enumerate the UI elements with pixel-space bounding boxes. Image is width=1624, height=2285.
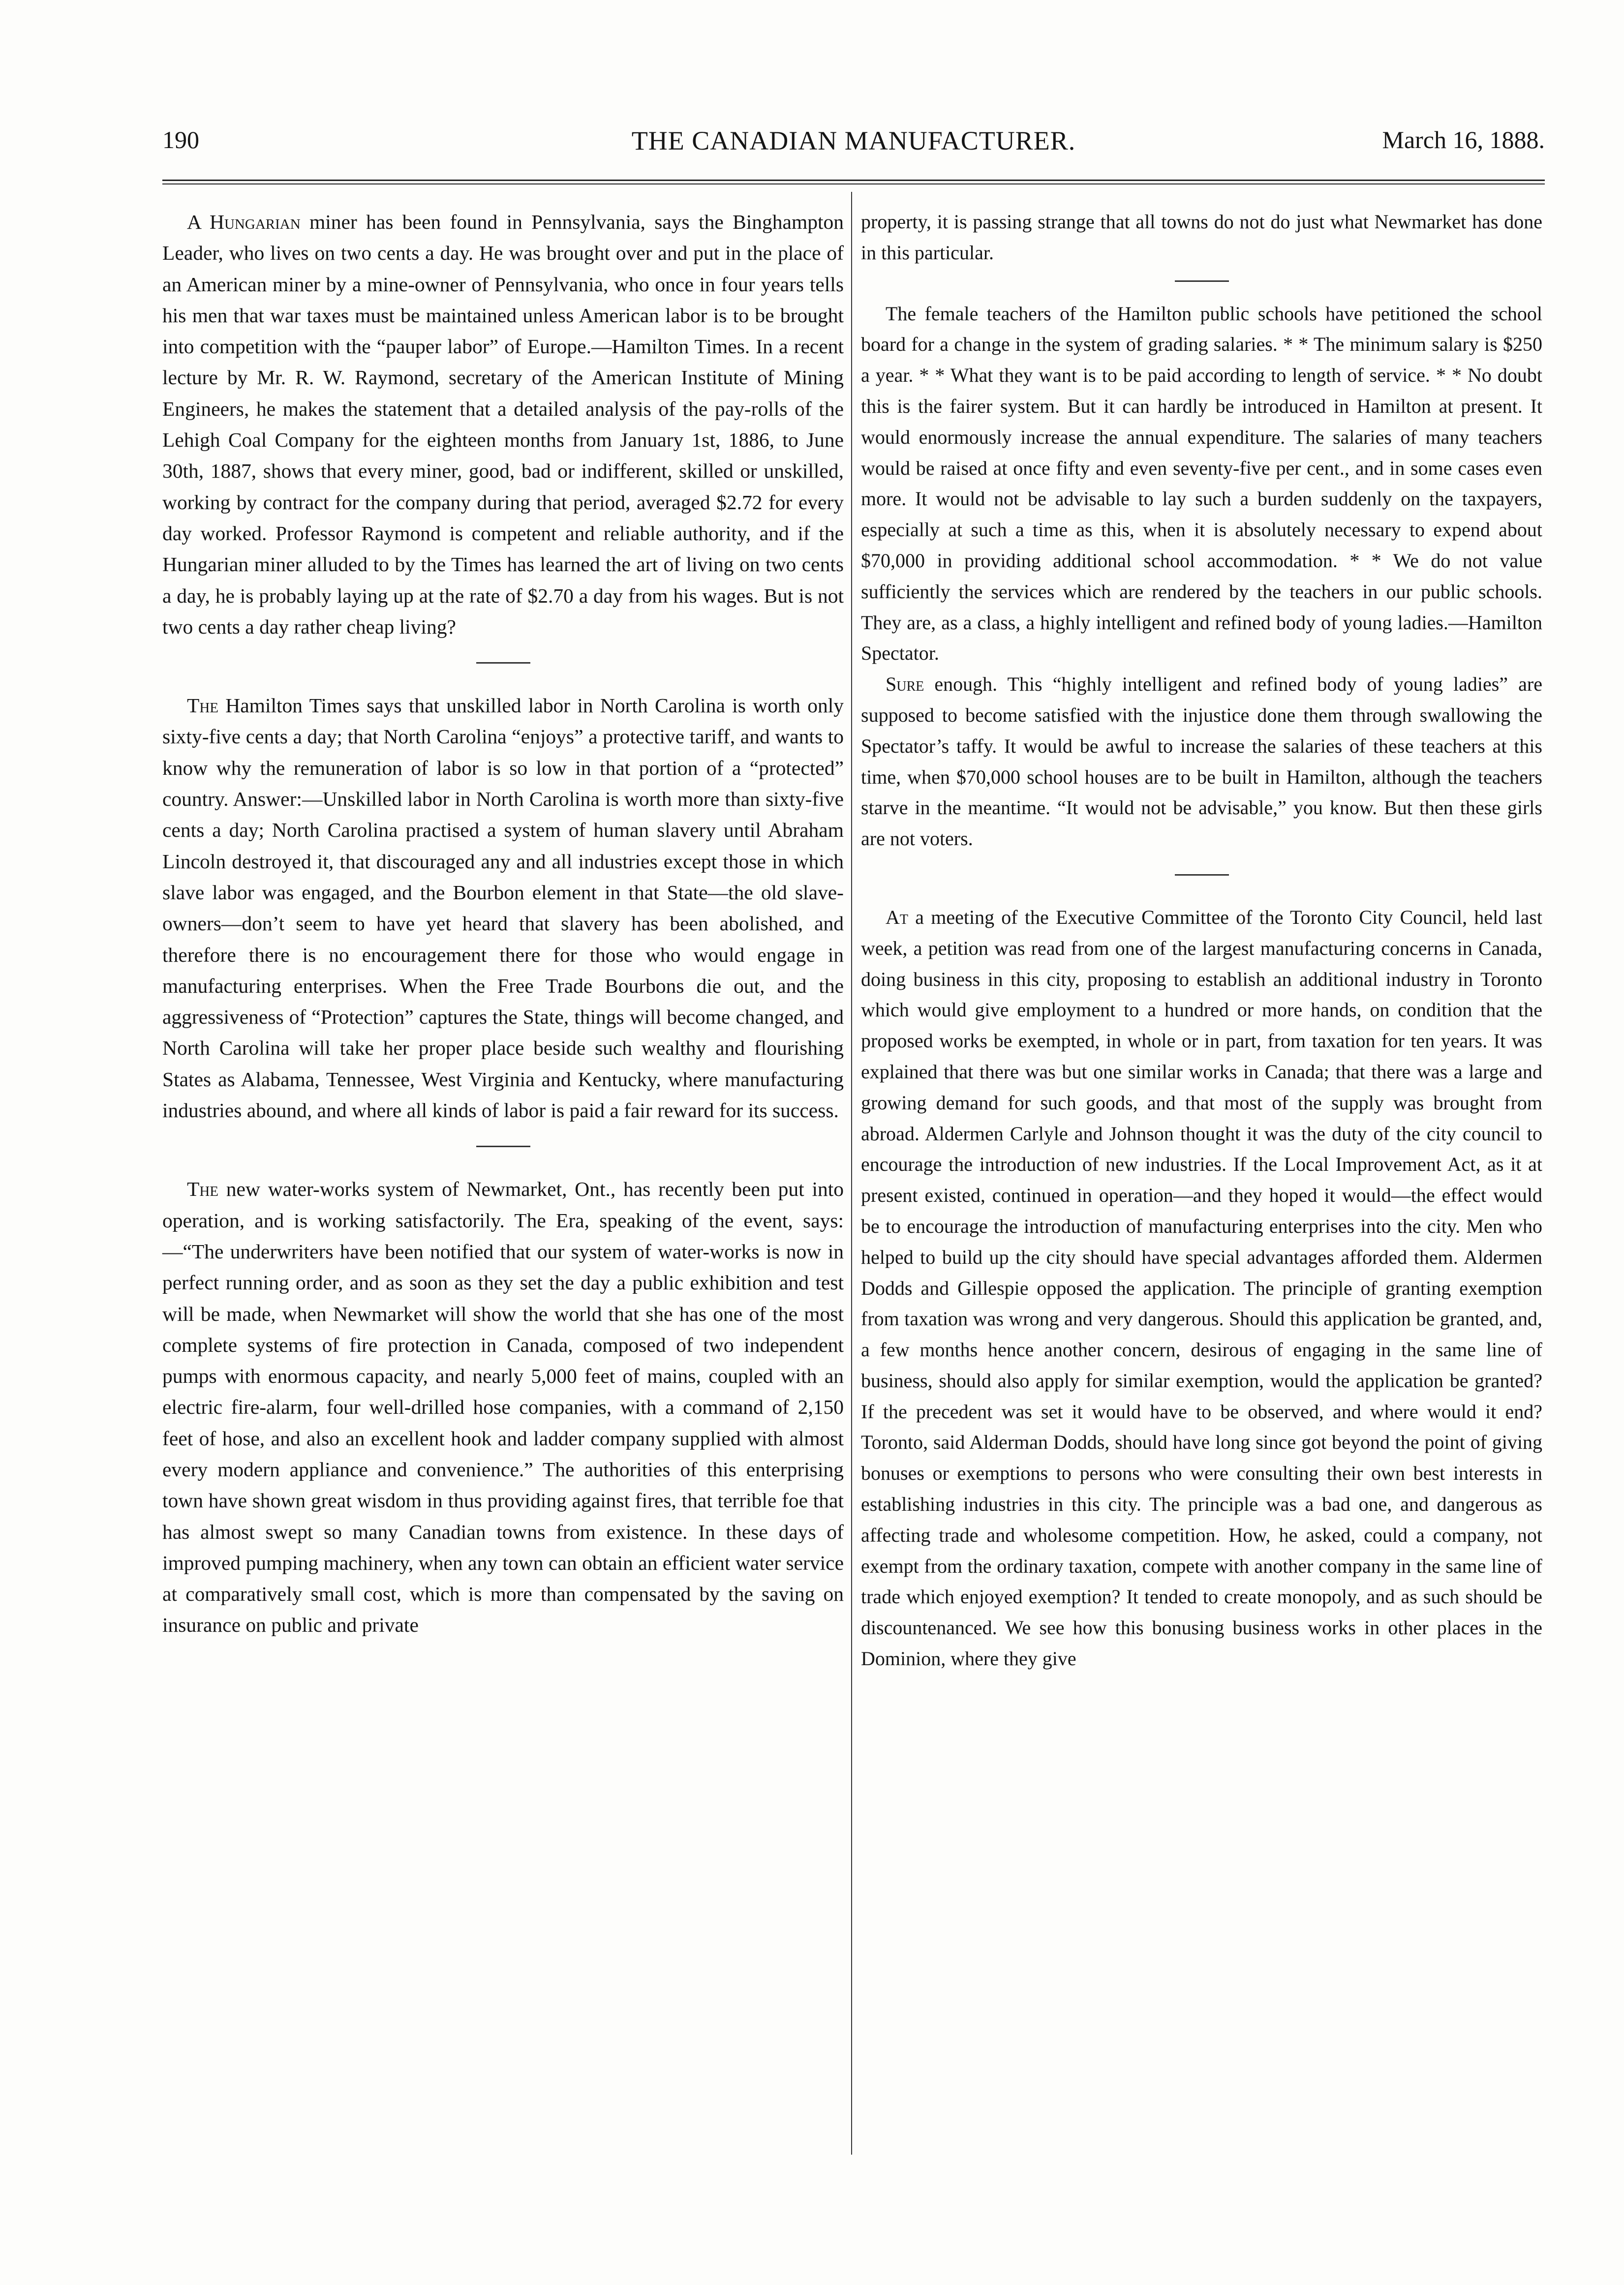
article-lead: The — [187, 694, 219, 717]
article-body: miner has been found in Pennsylvania, says the Binghampton Leader, who lives on two cents a day. He was brought over and put in the place of an American miner by a mine-owner of Pennsylvania, who once in four years tells his men that war taxes must be maintained unless American labor is to be brought into competition with the “pauper labor” of Europe.—Hamilton Times. In a recent lecture by Mr. R. W. Raymond, secretary of the American Institute of Mining Engineers, he makes the statement that a detailed analysis of the pay-rolls of the Lehigh Coal Company for the eighteen months from January 1st, 1886, to June 30th, 1887, shows that every miner, good, bad or indifferent, skilled or unskilled, working by contract for the company during that period, averaged $2.72 for every day worked. Professor Raymond is competent and reliable authority, and if the Hungarian miner alluded to by the Times has learned the art of living on two cents a day, he is probably laying up at the rate of $2.70 a day from his wages. But is not two cents a day rather cheap living? — [162, 211, 844, 638]
right-column — [861, 207, 1542, 1675]
issue-date: March 16, 1888. — [1382, 126, 1545, 153]
article-body: The female teachers of the Hamilton public schools have petitioned the school board for a change in the system of grading salaries. * * The minimum salary is $250 a year. * * What they want is to be paid according to length of service. * * No doubt this is the fairer system. But it can hardly be introduced in Hamilton at present. It would enormously increase the annual expenditure. The salaries of many teachers would be raised at once fifty and even seventy-five per cent., and in some cases even more. It would not be advisable to lay such a burden suddenly on the taxpayers, especially at such a time as this, when it is absolutely necessary to expend about $70,000 in providing additional school accommodation. * * We do not value sufficiently the services which are rendered by the teachers in our public schools. They are, as a class, a highly intelligent and refined body of young ladies.—Hamilton Spectator. — [861, 302, 1542, 665]
article-newmarket-continued — [861, 207, 1542, 269]
header-rule-thin — [162, 183, 1545, 184]
article-separator — [476, 662, 530, 664]
article-body: Hamilton Times says that unskilled labor in North Carolina is worth only sixty-five cents a day; that North Carolina “enjoys” a protective tariff, and wants to know why the remuneration of labor is so low in that portion of a “protected” country. Answer:—Unskilled labor in North Carolina is worth more than sixty-five cents a day; North Carolina practised a system of human slavery until Abraham Lincoln destroyed it, that discouraged any and all industries except those in which slave labor was engaged, and the Bourbon element in that State—the old slave-owners—don’t seem to have yet heard that slavery has been abolished, and therefore there is no encouragement there for those who would engage in manufacturing enterprises. When the Free Trade Bourbons die out, and the aggressiveness of “Protection” captures the State, things will become changed, and North Carolina will take her proper place beside such wealthy and flourishing States as Alabama, Tennessee, West Virginia and Kentucky, where manufacturing industries abound, and where all kinds of labor is paid a fair reward for its success. — [162, 694, 844, 1122]
masthead-title: THE CANADIAN MANUFACTURER. — [631, 126, 1076, 155]
article-separator — [1175, 874, 1229, 876]
article-separator — [1175, 280, 1229, 282]
article-sure-enough — [861, 669, 1542, 854]
article-lead: At — [886, 906, 908, 928]
article-hungarian-miner — [162, 207, 844, 642]
page-header — [162, 125, 1545, 165]
page-number: 190 — [162, 126, 199, 153]
article-toronto-council — [861, 902, 1542, 1675]
article-body: enough. This “highly intelligent and refined body of young ladies” are supposed to become satisfied with the injustice done them through swallowing the Spectator’s taffy. It would be awful to increase the salaries of these teachers at this time, when $70,000 school houses are to be built in Hamilton, although the teachers starve in the meantime. “It would not be advisable,” you know. But then these girls are not voters. — [861, 673, 1542, 850]
header-rule — [162, 180, 1545, 181]
article-body: new water-works system of Newmarket, Ont., has recently been put into operation, and is working satisfactorily. The Era, speaking of the event, says:—“The underwriters have been notified that our system of water-works is now in perfect running order, and as soon as they set the day a public exhibition and test will be made, when Newmarket will show the world that she has one of the most complete systems of fire protection in Canada, composed of two independent pumps with enormous capacity, and nearly 5,000 feet of mains, coupled with an electric fire-alarm, four well-drilled hose companies, with a command of 2,150 feet of hose, and also an excellent hook and ladder company supplied with almost every modern appliance and convenience.” The authorities of this enterprising town have shown great wisdom in thus providing against fires, that terrible foe that has almost swept so many Canadian towns from existence. In these days of improved pumping machinery, when any town can obtain an efficient water service at comparatively small cost, which is more than compensated by the saving on insurance on public and private — [162, 1178, 844, 1637]
article-body: a meeting of the Executive Committee of the Toronto City Council, held last week, a petition was read from one of the largest manufacturing concerns in Canada, doing business in this city, proposing to establish an additional industry in Toronto which would give employment to a hundred or more hands, on condition that the proposed works be exempted, in whole or in part, from taxation for ten years. It was explained that there was but one similar works in Canada; that there was a large and growing demand for such goods, and that most of the supply was brought from abroad. Aldermen Carlyle and Johnson thought it was the duty of the city council to encourage the introduction of new industries. If the Local Improvement Act, as it at present existed, continued in operation—and they hoped it would—the effect would be to encourage the introduction of manufacturing enterprises into the city. Men who helped to build up the city should have special advantages afforded them. Aldermen Dodds and Gillespie opposed the application. The principle of granting exemption from taxation was wrong and very dangerous. Should this application be granted, and, a few months hence another concern, desirous of engaging in the same line of business, should also apply for similar exemption, would the application be granted? If the precedent was set it would have to be observed, and where would it end? Toronto, said Alderman Dodds, should have long since got beyond the point of giving bonuses or exemptions to persons who were consulting their own best interests in establishing industries in this city. The principle was a bad one, and dangerous as affecting trade and wholesome competition. How, he asked, could a company, not exempt from the ordinary taxation, compete with another company in the same line of trade which enjoyed exemption? It tended to create monopoly, and as such should be discountenanced. We see how this bonusing business works in other places in the Dominion, where they give — [861, 906, 1542, 1670]
article-lead: The — [187, 1178, 219, 1201]
article-body: property, it is passing strange that all towns do not do just what Newmarket has done in this particular. — [861, 211, 1542, 264]
column-divider — [851, 192, 852, 2155]
left-column — [162, 207, 844, 1641]
article-separator — [476, 1146, 530, 1147]
article-female-teachers — [861, 299, 1542, 670]
article-lead: Sure — [886, 673, 924, 696]
article-newmarket-waterworks — [162, 1174, 844, 1641]
article-lead: A Hungarian — [187, 211, 301, 233]
article-north-carolina — [162, 690, 844, 1126]
